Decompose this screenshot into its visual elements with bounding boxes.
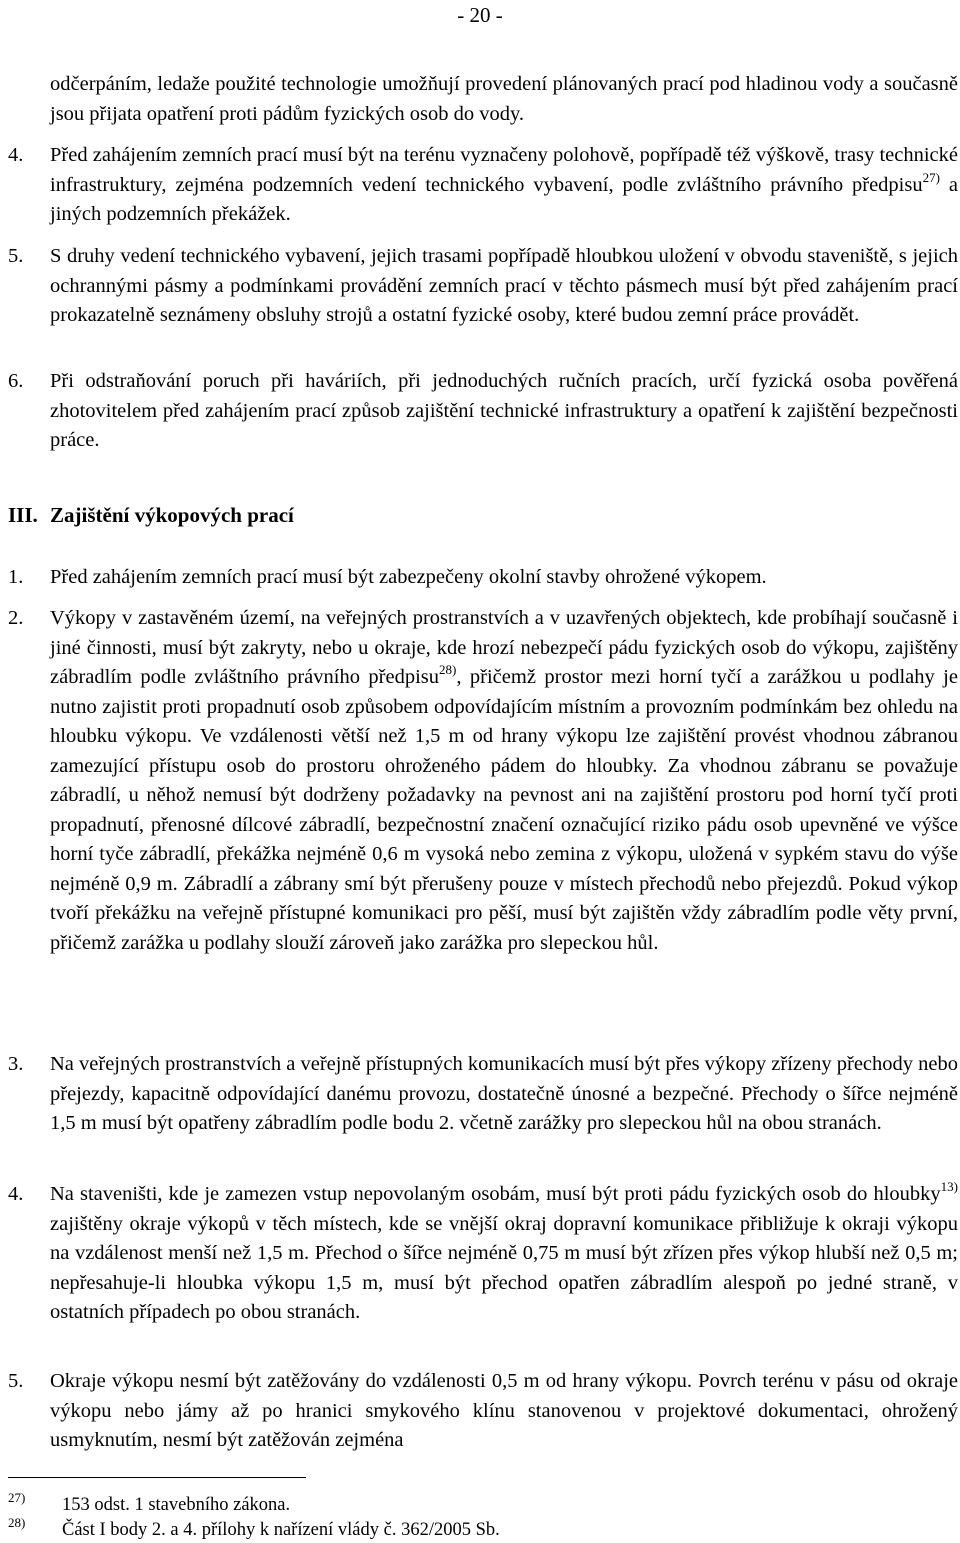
item-number: 1. xyxy=(8,566,24,588)
footnote-separator xyxy=(8,1477,306,1478)
item-number: 3. xyxy=(8,1053,24,1075)
item-b-5 xyxy=(8,1367,958,1456)
footnote-ref: 13) xyxy=(940,1179,958,1194)
item-text: Výkopy v zastavěném území, na veřejných prostranstvích a v uzavřených objektech, kde probíhají současně i jiné činnosti, musí být zakryty, nebo u okraje, kde hrozí nebezpečí pádu fyzických osob do výkopu, zajištěny zábradlím podle zvláštního právního předpisu xyxy=(50,607,958,688)
footnote-mark: 27) xyxy=(8,1490,26,1505)
item-text: Na veřejných prostranstvích a veřejně přístupných komunikacích musí být přes výkopy zřízeny přechody nebo přejezdy, kapacitně odpovídající danému provozu, dostatečně únosné a bezpečné. Přechody o šířce nejméně 1,5 m musí být opatřeny zábradlím podle bodu 2. včetně zarážky pro slepeckou hůl na obou stranách. xyxy=(50,1053,958,1134)
item-number: 4. xyxy=(8,1183,24,1205)
item-b-1 xyxy=(8,563,958,593)
item-text-cont: , přičemž prostor mezi horní tyčí a zarážkou u podlahy je nutno zajistit proti propadnutí osob způsobem odpovídajícím místním a provozním podmínkám bez ohledu na hloubku výkopu. Ve vzdálenosti větší než 1,5 m od hrany výkopu lze zajištění provést vhodnou zábranou zamezující přístupu osob do prostoru ohroženého pádem do hloubky. Za vhodnou zábranu se považuje zábradlí, u něhož nemusí být dodrženy požadavky na pevnost ani na zajištění prostoru pod horní tyčí proti propadnutí, přenosné dílcové zábradlí, bezpečnostní značení označující riziko pádu osob upevněné ve výšce horní tyče zábradlí, překážka nejméně 0,6 m vysoká nebo zemina z výkopu, uložená v sypkém stavu do výše nejméně 0,9 m. Zábradlí a zábrany smí být přerušeny pouze v místech přechodů nebo přejezdů. Pokud výkop tvoří překážku na veřejně přístupné komunikaci pro pěší, musí být zajištěn vždy zábradlím podle věty první, přičemž zarážka u podlahy slouží zároveň jako zarážka pro slepeckou hůl. xyxy=(50,666,958,954)
item-text: Okraje výkopu nesmí být zatěžovány do vzdálenosti 0,5 m od hrany výkopu. Povrch terénu v pásu od okraje výkopu nebo jámy až po hranici smykového klínu stanovenou v projektové dokumentaci, ohrožený usmyknutím, nesmí být zatěžován zejména xyxy=(50,1370,958,1451)
footnote-text: Část I body 2. a 4. přílohy k nařízení vlády č. 362/2005 Sb. xyxy=(62,1520,500,1540)
section-number: III. xyxy=(8,503,38,527)
item-a-6 xyxy=(8,367,958,456)
footnote-text: 153 odst. 1 stavebního zákona. xyxy=(62,1495,291,1515)
item-b-3 xyxy=(8,1050,958,1139)
item-text: S druhy vedení technického vybavení, jejich trasami popřípadě hloubkou uložení v obvodu staveniště, s jejich ochrannými pásmy a podmínkami provádění zemních prací v těchto pásmech musí být před zahájením prací prokazatelně seznámeny obsluhy strojů a ostatní fyzické osoby, které budou zemní práce provádět. xyxy=(50,245,958,326)
item-text: Na staveništi, kde je zamezen vstup nepovolaným osobám, musí být proti pádu fyzických osob do hloubky xyxy=(50,1183,941,1205)
item-text: Při odstraňování poruch při haváriích, při jednoduchých ručních pracích, určí fyzická osoba pověřená zhotovitelem před zahájením prací způsob zajištění technické infrastruktury a opatření k zajištění bezpečnosti práce. xyxy=(50,370,958,451)
item-b-2 xyxy=(8,604,958,958)
footnote-mark: 28) xyxy=(8,1515,26,1530)
page-number: - 20 - xyxy=(457,3,503,27)
item-number: 6. xyxy=(8,370,24,392)
footnote-ref: 28) xyxy=(439,662,457,677)
item-text: Před zahájením zemních prací musí být na terénu vyznačeny polohově, popřípadě též výškově, trasy technické infrastruktury, zejména podzemních vedení technického vybavení, podle zvláštního právního předpisu xyxy=(50,144,958,196)
item-text-cont: a jiných podzemních překážek. xyxy=(50,173,958,225)
item-text: Před zahájením zemních prací musí být zabezpečeny okolní stavby ohrožené výkopem. xyxy=(50,566,767,588)
item-number: 4. xyxy=(8,144,24,166)
item-number: 5. xyxy=(8,245,24,267)
intro-paragraph: odčerpáním, ledaže použité technologie umožňují provedení plánovaných prací pod hladinou vody a současně jsou přijata opatření proti pádům fyzických osob do vody. xyxy=(50,73,958,125)
item-a-4 xyxy=(8,141,958,230)
footnote-28 xyxy=(8,1517,908,1543)
item-number: 5. xyxy=(8,1370,24,1392)
item-text-cont: zajištěny okraje výkopů v těch místech, kde se vnější okraj dopravní komunikace přibližuje k okraji výkopu na vzdálenost menší než 1,5 m. Přechod o šířce nejméně 0,75 m musí být zřízen přes výkop hlubší než 0,5 m; nepřesahuje-li hloubka výkopu 1,5 m, musí být přechod opatřen zábradlím alespoň po jedné straně, v ostatních případech po obou stranách. xyxy=(50,1212,958,1323)
section-title: Zajištění výkopových prací xyxy=(50,503,294,527)
section-heading xyxy=(8,501,294,531)
footnote-ref: 27) xyxy=(922,169,940,185)
intro-block xyxy=(8,70,958,129)
item-b-4 xyxy=(8,1180,958,1328)
item-number: 2. xyxy=(8,607,24,629)
footnote-27 xyxy=(8,1492,908,1518)
item-a-5 xyxy=(8,242,958,331)
